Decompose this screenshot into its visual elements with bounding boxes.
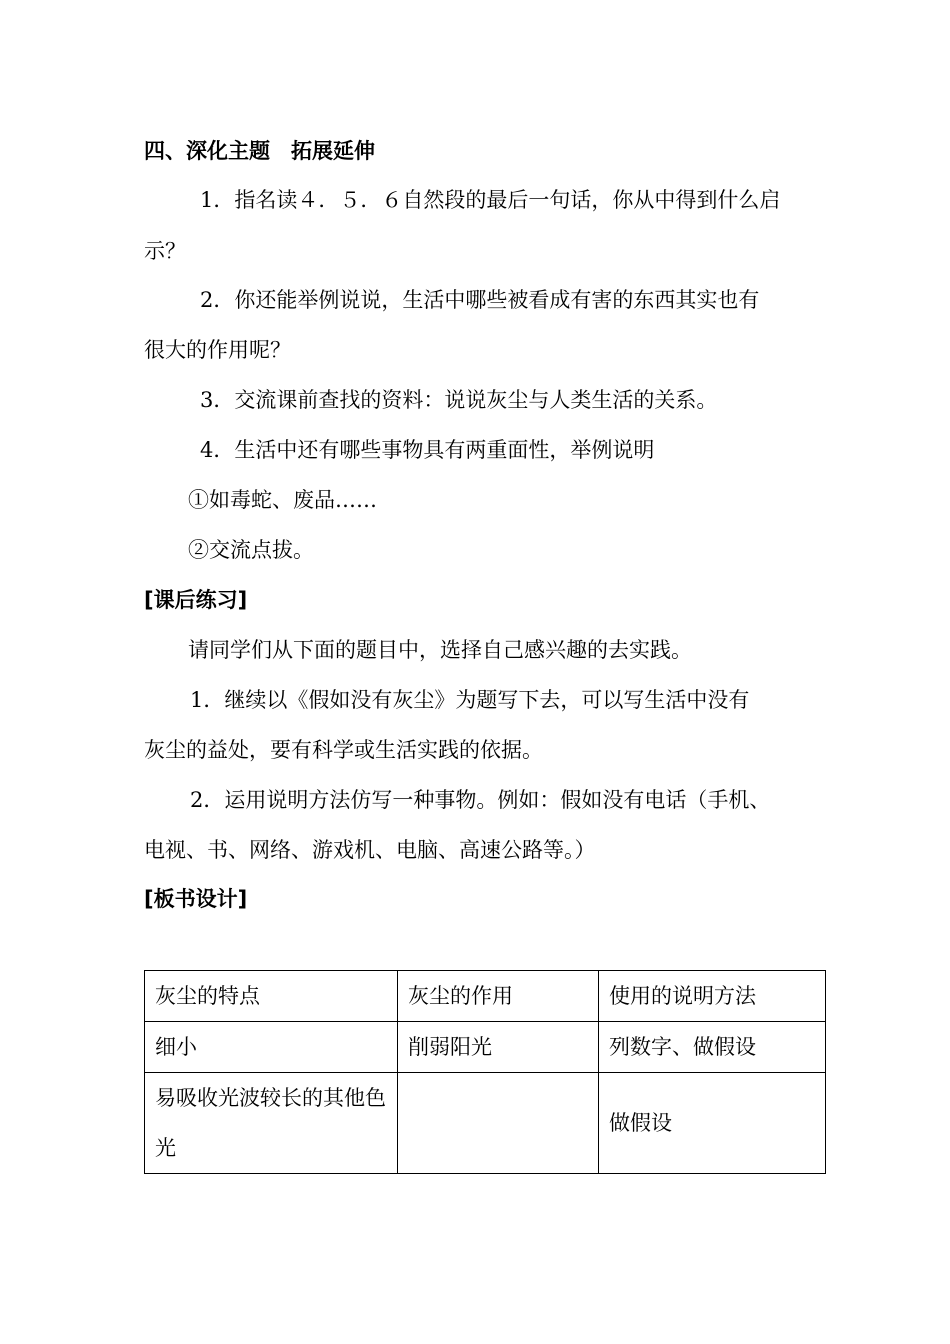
- practice-heading: [课后练习]: [144, 588, 248, 612]
- practice-item-2-line-1: 2．运用说明方法仿写一种事物。例如：假如没有电话（手机、: [190, 788, 771, 812]
- section-item-1-line-2: 示？: [144, 239, 186, 263]
- table-header-cell: 灰尘的作用: [398, 971, 599, 1022]
- section-item-3: 3．交流课前查找的资料：说说灰尘与人类生活的关系。: [200, 388, 718, 412]
- practice-item-1-line-2: 灰尘的益处，要有科学或生活实践的依据。: [144, 738, 543, 762]
- section-sub-item-2: ②交流点拔。: [188, 538, 314, 562]
- table-header-cell: 灰尘的特点: [145, 971, 398, 1022]
- section-sub-item-1: ①如毒蛇、废品……: [188, 488, 377, 512]
- board-design-table: [144, 970, 826, 1174]
- section-heading: 四、深化主题 拓展延伸: [144, 139, 375, 163]
- board-heading: [板书设计]: [144, 887, 248, 911]
- table-cell: 做假设: [599, 1073, 826, 1174]
- practice-item-1-line-1: 1．继续以《假如没有灰尘》为题写下去，可以写生活中没有: [190, 688, 750, 712]
- practice-item-2-line-2: 电视、书、网络、游戏机、电脑、高速公路等。）: [144, 838, 596, 862]
- section-item-2-line-1: 2．你还能举例说说，生活中哪些被看成有害的东西其实也有: [200, 288, 760, 312]
- table-cell: 削弱阳光: [398, 1022, 599, 1073]
- table-cell: 细小: [145, 1022, 398, 1073]
- table-cell: 易吸收光波较长的其他色光: [145, 1073, 398, 1174]
- table-row: [145, 1073, 826, 1174]
- table-header-row: [145, 971, 826, 1022]
- practice-intro: 请同学们从下面的题目中，选择自己感兴趣的去实践。: [188, 638, 692, 662]
- table-row: [145, 1022, 826, 1073]
- table-cell: 列数字、做假设: [599, 1022, 826, 1073]
- section-item-1-line-1: 1．指名读４．５．６自然段的最后一句话，你从中得到什么启: [200, 188, 781, 212]
- section-item-4: 4．生活中还有哪些事物具有两重面性，举例说明: [200, 438, 655, 462]
- section-item-2-line-2: 很大的作用呢？: [144, 338, 291, 362]
- table-header-cell: 使用的说明方法: [599, 971, 826, 1022]
- table-cell: [398, 1073, 599, 1174]
